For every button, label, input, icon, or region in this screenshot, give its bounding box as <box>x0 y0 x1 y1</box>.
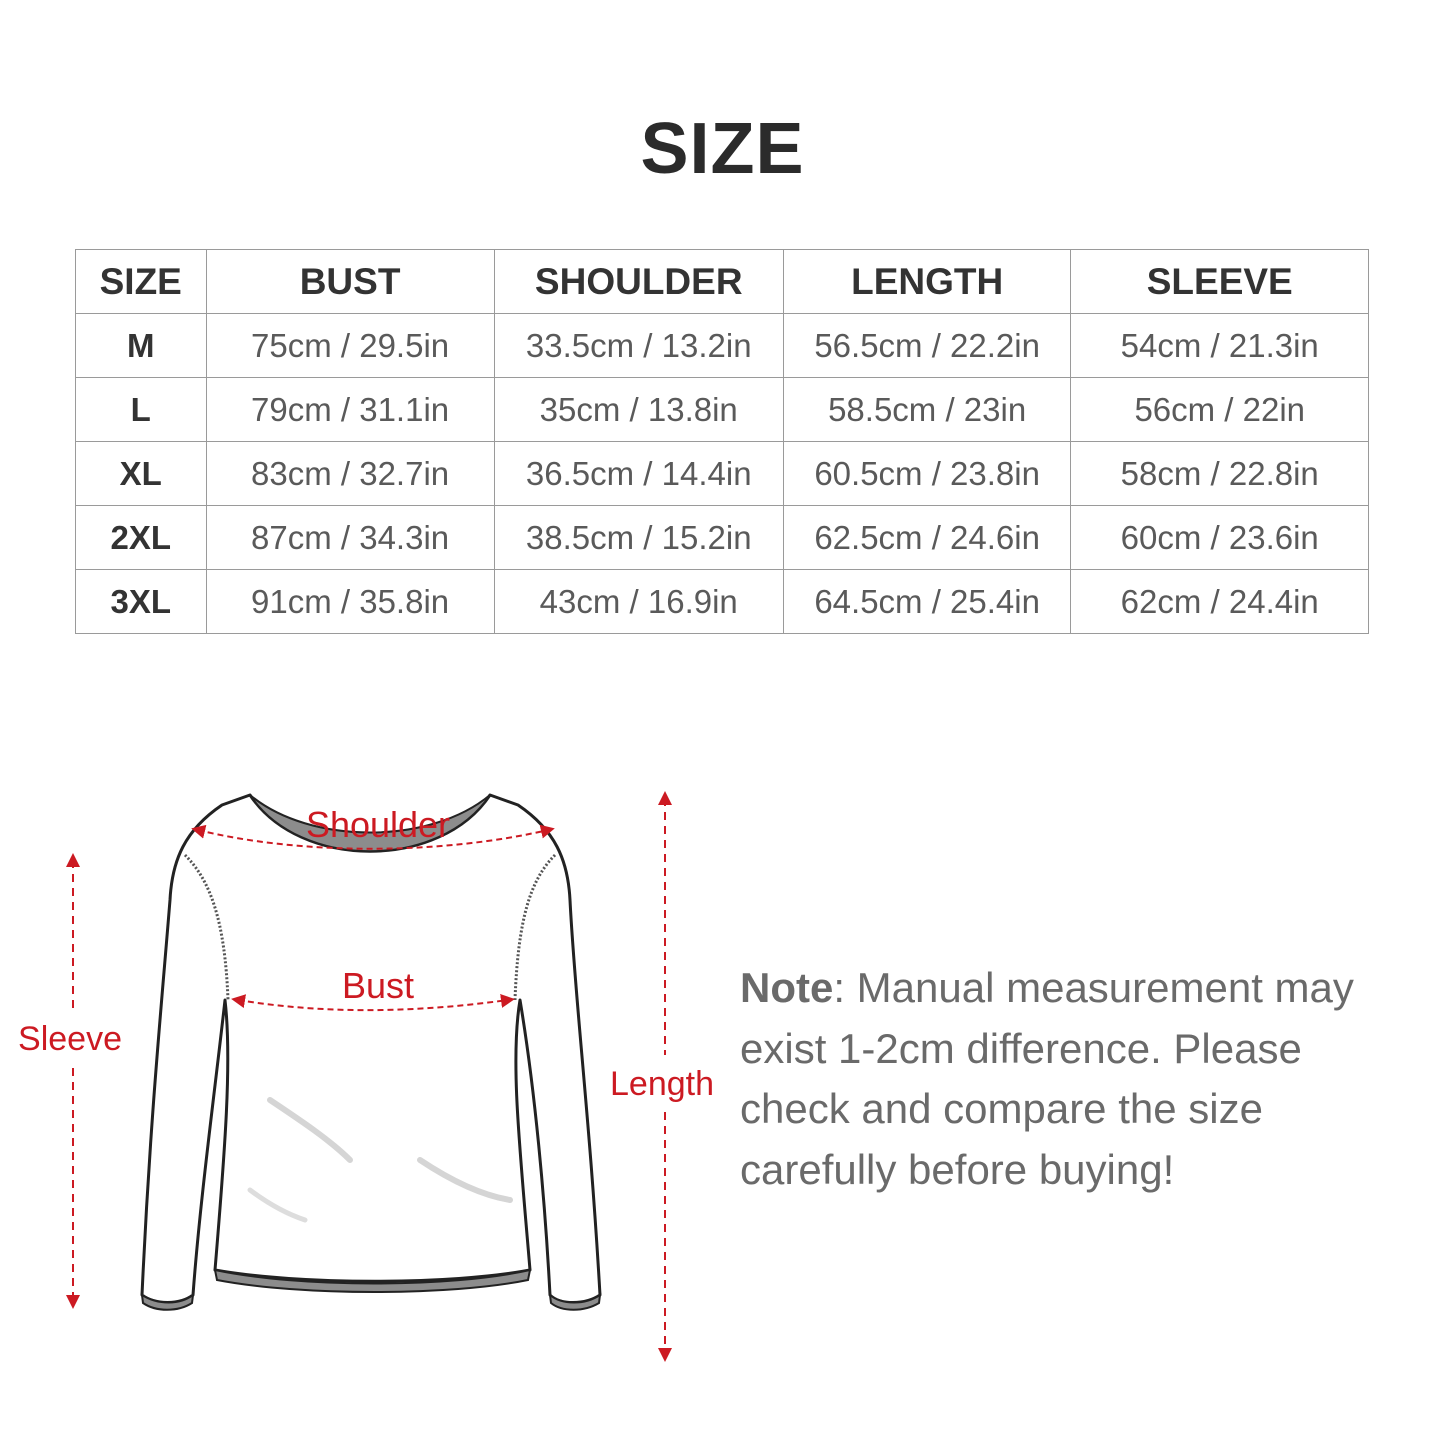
shoulder-cell: 43cm / 16.9in <box>494 570 783 634</box>
table-row <box>76 506 1369 570</box>
size-cell: 2XL <box>76 506 207 570</box>
note-label: Note <box>740 964 834 1011</box>
table-row <box>76 378 1369 442</box>
size-cell: 3XL <box>76 570 207 634</box>
length-cell: 58.5cm / 23in <box>783 378 1071 442</box>
length-cell: 56.5cm / 22.2in <box>783 314 1071 378</box>
shoulder-cell: 33.5cm / 13.2in <box>494 314 783 378</box>
length-label: Length <box>610 1065 714 1103</box>
table-row <box>76 314 1369 378</box>
bust-cell: 79cm / 31.1in <box>206 378 494 442</box>
length-cell: 64.5cm / 25.4in <box>783 570 1071 634</box>
shoulder-label: Shoulder <box>305 804 451 845</box>
sleeve-cell: 56cm / 22in <box>1071 378 1369 442</box>
sleeve-cell: 60cm / 23.6in <box>1071 506 1369 570</box>
shoulder-cell: 36.5cm / 14.4in <box>494 442 783 506</box>
table-row <box>76 442 1369 506</box>
sleeve-cell: 58cm / 22.8in <box>1071 442 1369 506</box>
size-cell: L <box>76 378 207 442</box>
shoulder-cell: 35cm / 13.8in <box>494 378 783 442</box>
header-bust: BUST <box>206 250 494 314</box>
bust-cell: 87cm / 34.3in <box>206 506 494 570</box>
page-title: SIZE <box>640 109 805 189</box>
length-cell: 62.5cm / 24.6in <box>783 506 1071 570</box>
header-shoulder: SHOULDER <box>494 250 783 314</box>
shirt-illustration <box>142 795 600 1310</box>
table-row <box>76 570 1369 634</box>
header-sleeve: SLEEVE <box>1071 250 1369 314</box>
header-length: LENGTH <box>783 250 1071 314</box>
length-cell: 60.5cm / 23.8in <box>783 442 1071 506</box>
shoulder-cell: 38.5cm / 15.2in <box>494 506 783 570</box>
bust-cell: 91cm / 35.8in <box>206 570 494 634</box>
sleeve-cell: 54cm / 21.3in <box>1071 314 1369 378</box>
note-text <box>740 958 1420 1200</box>
note-body: : Manual measurement may exist 1-2cm difference. Please check and compare the size carefully before buying! <box>740 964 1354 1193</box>
bust-label: Bust <box>341 965 415 1006</box>
header-size: SIZE <box>76 250 207 314</box>
sleeve-label: Sleeve <box>18 1020 122 1058</box>
garment-diagram <box>0 760 740 1400</box>
bust-cell: 75cm / 29.5in <box>206 314 494 378</box>
bust-cell: 83cm / 32.7in <box>206 442 494 506</box>
size-table <box>75 249 1369 634</box>
size-cell: M <box>76 314 207 378</box>
sleeve-cell: 62cm / 24.4in <box>1071 570 1369 634</box>
table-header-row <box>76 250 1369 314</box>
size-cell: XL <box>76 442 207 506</box>
